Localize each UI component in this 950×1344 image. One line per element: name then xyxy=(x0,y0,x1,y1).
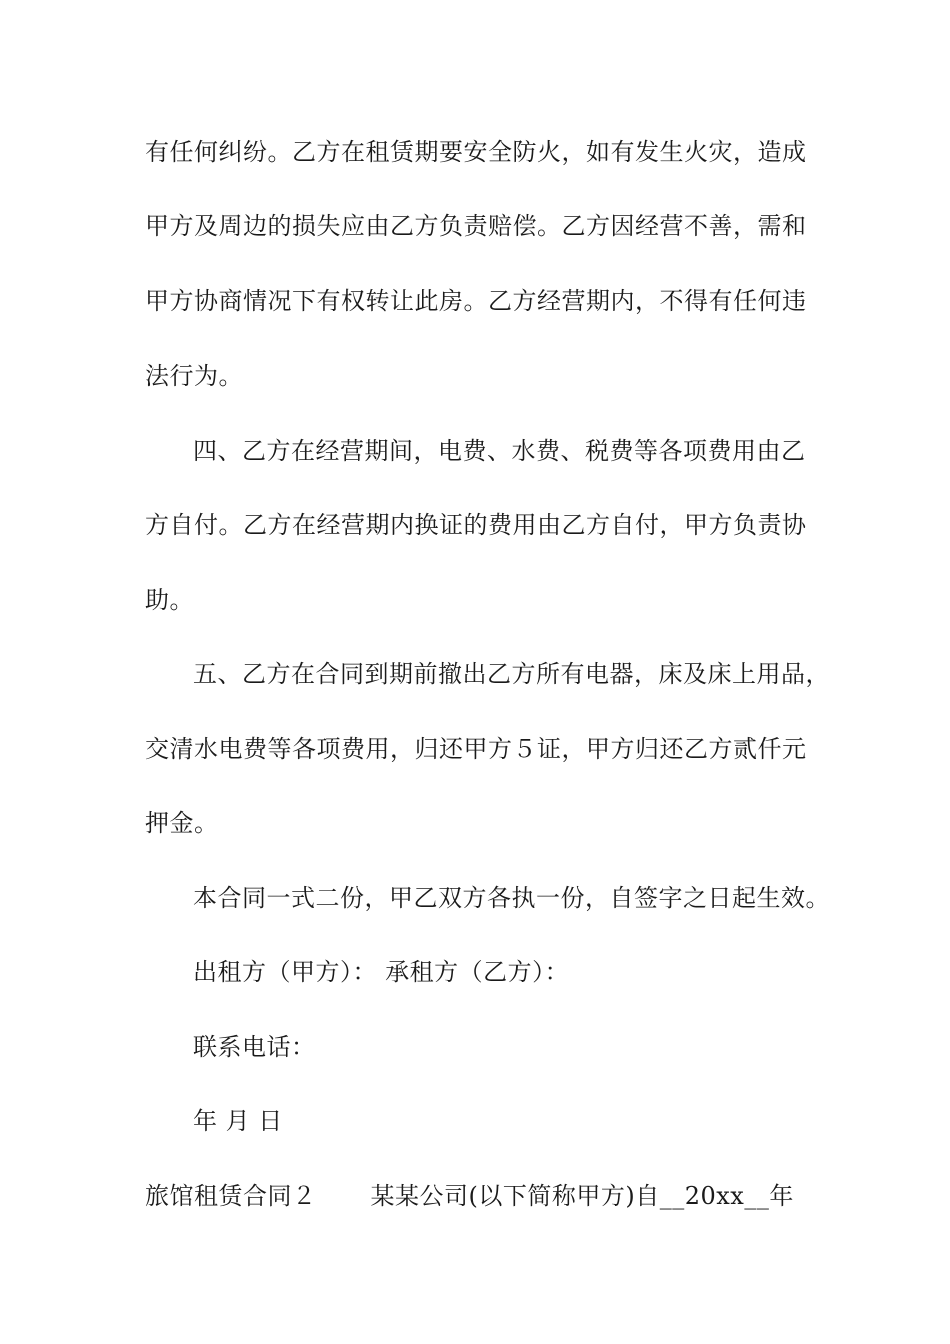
date-line: 年 月 日 xyxy=(193,1107,283,1135)
paragraph-3-line-1: 五、乙方在合同到期前撤出乙方所有电器，床及床上用品， xyxy=(193,660,830,688)
effectiveness-clause: 本合同一式二份，甲乙双方各执一份，自签字之日起生效。 xyxy=(193,884,830,912)
paragraph-1-line-2: 甲方及周边的损失应由乙方负责赔偿。乙方因经营不善，需和 xyxy=(145,212,807,240)
paragraph-1-line-1: 有任何纠纷。乙方在租赁期要安全防火，如有发生火灾，造成 xyxy=(145,138,807,166)
contact-phone-label: 联系电话： xyxy=(193,1033,316,1061)
paragraph-2-line-1: 四、乙方在经营期间，电费、水费、税费等各项费用由乙 xyxy=(193,437,806,465)
paragraph-3-line-3: 押金。 xyxy=(145,809,219,837)
next-contract-line xyxy=(145,1181,825,1211)
paragraph-3-line-2: 交清水电费等各项费用，归还甲方５证，甲方归还乙方贰仟元 xyxy=(145,735,807,763)
contract-intro: 某某公司(以下简称甲方)自__20xx__年 xyxy=(370,1182,794,1210)
paragraph-2-line-3: 助。 xyxy=(145,586,194,614)
signature-parties: 出租方（甲方）： 承租方（乙方）： xyxy=(193,958,570,986)
paragraph-1-line-4: 法行为。 xyxy=(145,362,243,390)
contract-title: 旅馆租赁合同２ xyxy=(145,1182,317,1210)
paragraph-1-line-3: 甲方协商情况下有权转让此房。乙方经营期内，不得有任何违 xyxy=(145,287,807,315)
paragraph-2-line-2: 方自付。乙方在经营期内换证的费用由乙方自付，甲方负责协 xyxy=(145,511,807,539)
